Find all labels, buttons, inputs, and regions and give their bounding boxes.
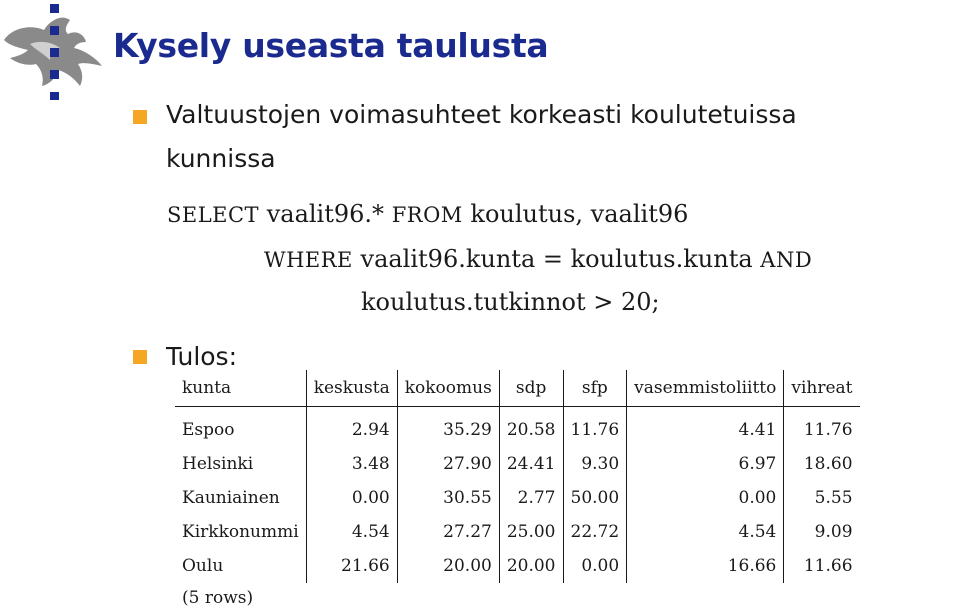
table-cell: 35.29 bbox=[397, 407, 499, 448]
sql-keyword: SELECT bbox=[167, 203, 260, 227]
sql-line-2 bbox=[264, 245, 812, 273]
table-cell: 0.00 bbox=[306, 481, 397, 515]
slide-title: Kysely useasta taulusta bbox=[113, 26, 549, 65]
sql-keyword: FROM bbox=[391, 203, 463, 227]
sql-line-1 bbox=[167, 200, 688, 228]
row-count: (5 rows) bbox=[182, 588, 254, 608]
table-cell: 9.09 bbox=[814, 522, 853, 542]
table-cell: 50.00 bbox=[563, 481, 627, 515]
table-cell: Kirkkonummi bbox=[175, 515, 306, 549]
table-cell: 11.76 bbox=[563, 407, 627, 448]
column-header: kunta bbox=[175, 370, 306, 407]
bullet-1-line1: Valtuustojen voimasuhteet korkeasti koulutetuissa bbox=[166, 100, 797, 129]
table-header-row bbox=[175, 370, 860, 407]
table-cell: 0.00 bbox=[563, 549, 627, 583]
column-header: keskusta bbox=[306, 370, 397, 407]
table-cell: 2.94 bbox=[306, 407, 397, 448]
table-cell: 11.66 bbox=[803, 556, 853, 576]
table-cell: 5.55 bbox=[814, 488, 853, 508]
bullet-2-text: Tulos: bbox=[166, 342, 238, 371]
bullet-1-text bbox=[166, 93, 797, 181]
table-cell: Oulu bbox=[175, 549, 306, 583]
table-row bbox=[175, 481, 860, 515]
table-cell: 22.72 bbox=[563, 515, 627, 549]
bullet-marker bbox=[133, 350, 147, 364]
column-header: vasemmistoliitto bbox=[627, 370, 784, 407]
sql-text: koulutus.tutkinnot > 20; bbox=[361, 288, 660, 316]
table-footer-row bbox=[175, 583, 860, 613]
sql-text: vaalit96.* bbox=[259, 200, 392, 228]
table-cell: Kauniainen bbox=[175, 481, 306, 515]
table-row bbox=[175, 407, 860, 448]
column-header: sdp bbox=[499, 370, 563, 407]
table-cell: 18.60 bbox=[803, 454, 853, 474]
table-cell: 21.66 bbox=[306, 549, 397, 583]
sql-text: vaalit96.kunta = koulutus.kunta bbox=[352, 245, 761, 273]
sql-text: koulutus, vaalit96 bbox=[462, 200, 689, 228]
table-cell: 20.58 bbox=[499, 407, 563, 448]
table-cell: 20.00 bbox=[499, 549, 563, 583]
table-row bbox=[175, 447, 860, 481]
column-header: kokoomus bbox=[397, 370, 499, 407]
table-cell: 30.55 bbox=[397, 481, 499, 515]
table-cell: 6.97 bbox=[627, 447, 784, 481]
table-cell: 4.41 bbox=[627, 407, 784, 448]
table-cell: 20.00 bbox=[397, 549, 499, 583]
table-cell: Helsinki bbox=[175, 447, 306, 481]
table-cell: 11.76 bbox=[803, 420, 853, 440]
table-cell: 2.77 bbox=[499, 481, 563, 515]
table-row bbox=[175, 549, 860, 583]
table-cell: 16.66 bbox=[627, 549, 784, 583]
table-cell: 0.00 bbox=[627, 481, 784, 515]
column-header: vihreat bbox=[784, 370, 860, 407]
bullet-marker bbox=[133, 110, 147, 124]
sql-line-3 bbox=[361, 288, 660, 316]
university-flame-logo-icon bbox=[0, 0, 110, 100]
table-cell: 24.41 bbox=[499, 447, 563, 481]
table-cell: 4.54 bbox=[306, 515, 397, 549]
sql-keyword: WHERE bbox=[264, 248, 353, 272]
column-header: sfp bbox=[563, 370, 627, 407]
table-cell: 25.00 bbox=[499, 515, 563, 549]
table-cell: 27.90 bbox=[397, 447, 499, 481]
table-row bbox=[175, 515, 860, 549]
table-cell: 3.48 bbox=[306, 447, 397, 481]
result-table bbox=[175, 370, 860, 613]
table-cell: 27.27 bbox=[397, 515, 499, 549]
bullet-1-line2: kunnissa bbox=[166, 144, 276, 173]
table-cell: 4.54 bbox=[627, 515, 784, 549]
table-cell: Espoo bbox=[175, 407, 306, 448]
table-cell: 9.30 bbox=[563, 447, 627, 481]
sql-keyword: AND bbox=[760, 248, 813, 272]
